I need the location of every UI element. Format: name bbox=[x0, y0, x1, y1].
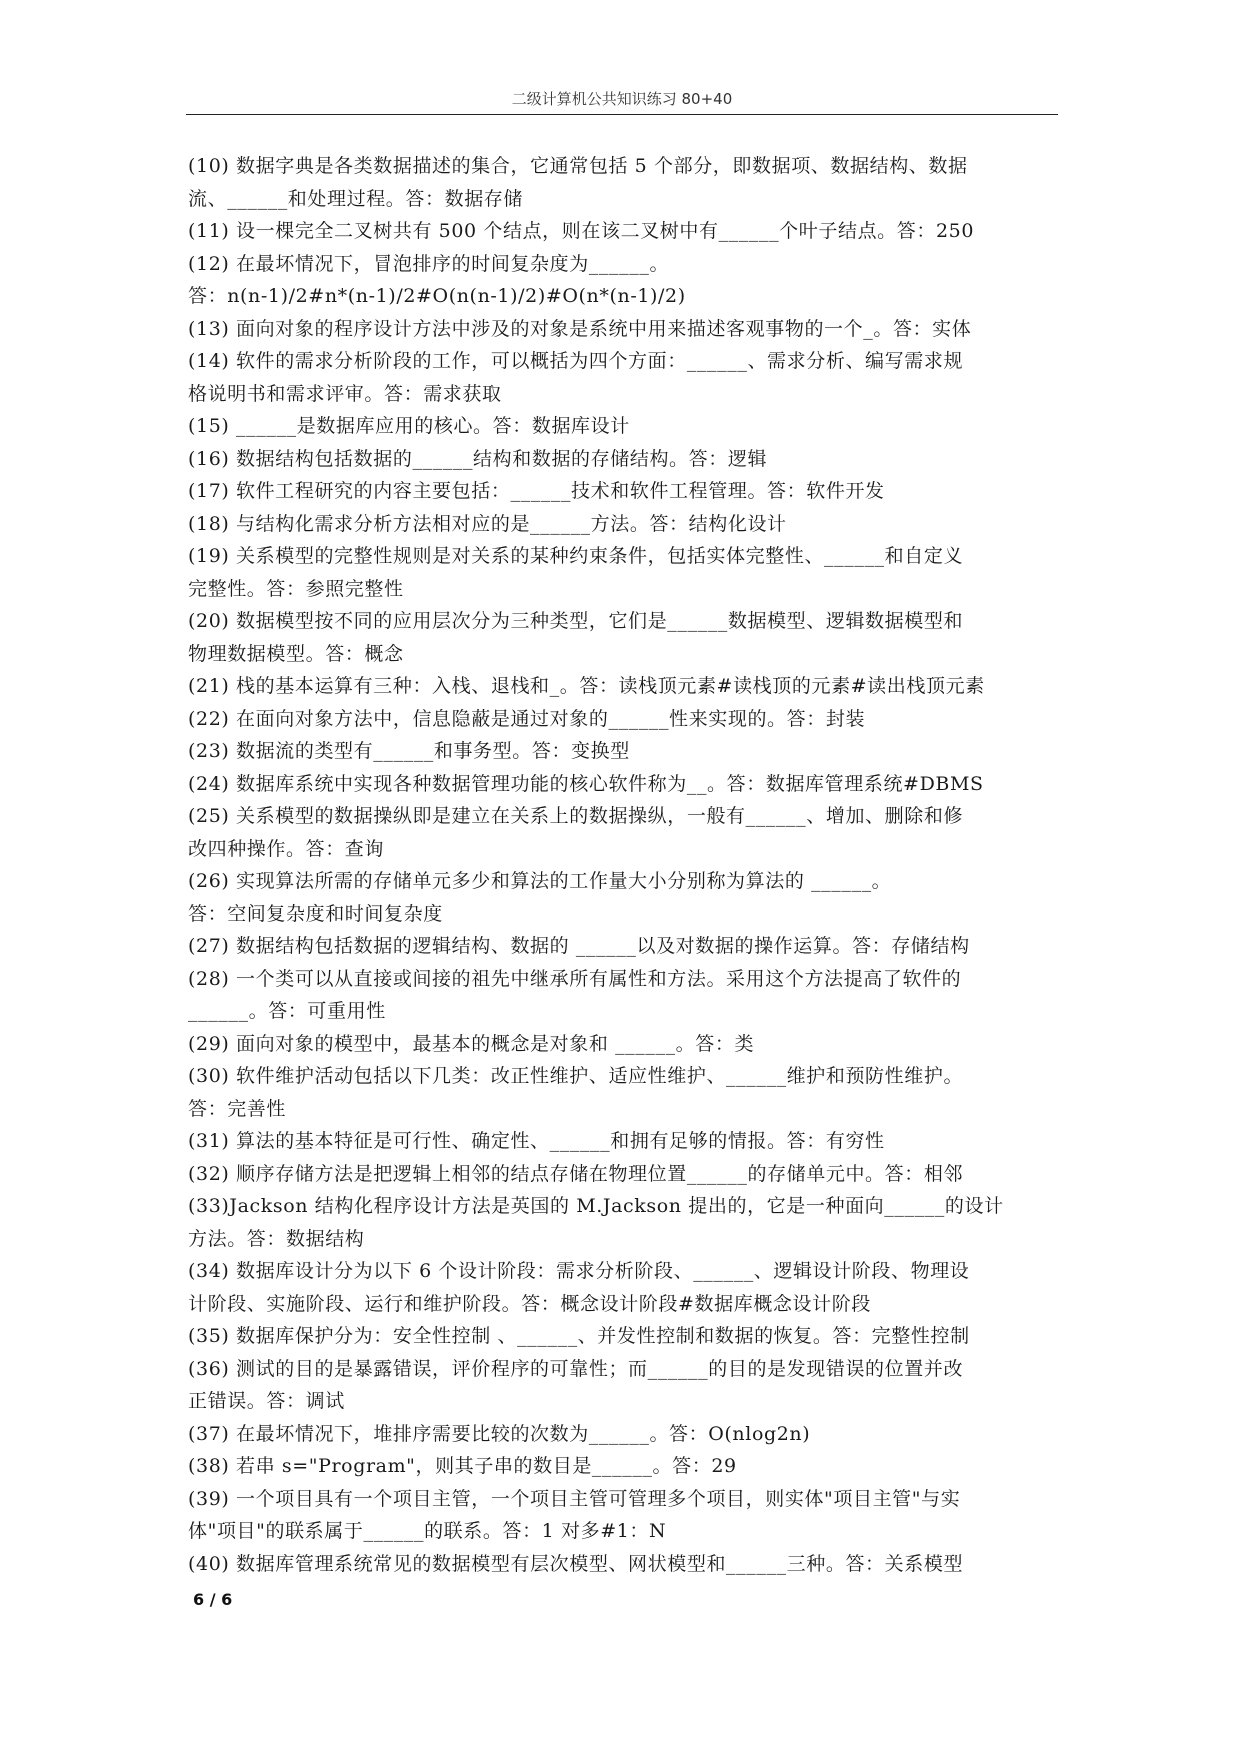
text-line: (22) 在面向对象方法中，信息隐蔽是通过对象的______性来实现的。答：封装 bbox=[188, 707, 866, 730]
text-line: (16) 数据结构包括数据的______结构和数据的存储结构。答：逻辑 bbox=[188, 447, 768, 470]
text-line: (19) 关系模型的完整性规则是对关系的某种约束条件，包括实体完整性、______和自定义 bbox=[188, 545, 964, 567]
text-line: (30) 软件维护活动包括以下几类：改正性维护、适应性维护、______维护和预防性维护。 bbox=[188, 1065, 964, 1087]
text-line: 完整性。答：参照完整性 bbox=[188, 577, 404, 600]
text-line: (34) 数据库设计分为以下 6 个设计阶段：需求分析阶段、______、逻辑设计阶段、物理设 bbox=[188, 1260, 970, 1282]
text-line: (13) 面向对象的程序设计方法中涉及的对象是系统中用来描述客观事物的一个_。答：实体 bbox=[188, 317, 972, 340]
text-line: (36) 测试的目的是暴露错误，评价程序的可靠性；而______的目的是发现错误的位置并改 bbox=[188, 1357, 964, 1380]
text-line: 格说明书和需求评审。答：需求获取 bbox=[188, 382, 502, 405]
text-line: (20) 数据模型按不同的应用层次分为三种类型，它们是______数据模型、逻辑数据模型和 bbox=[188, 610, 964, 632]
text-line: 方法。答：数据结构 bbox=[188, 1227, 365, 1250]
text-line: (24) 数据库系统中实现各种数据管理功能的核心软件称为__。答：数据库管理系统#DBMS bbox=[188, 772, 984, 795]
text-line: 流、______和处理过程。答：数据存储 bbox=[188, 187, 524, 210]
text-line: (10) 数据字典是各类数据描述的集合，它通常包括 5 个部分，即数据项、数据结构、数据 bbox=[188, 155, 968, 177]
text-line: (28) 一个类可以从直接或间接的祖先中继承所有属性和方法。采用这个方法提高了软件的 bbox=[188, 967, 962, 990]
text-line: 答：空间复杂度和时间复杂度 bbox=[188, 902, 443, 925]
text-line: (39) 一个项目具有一个项目主管，一个项目主管可管理多个项目，则实体"项目主管"与实 bbox=[188, 1487, 961, 1510]
text-line: 答：n(n-1)/2#n*(n-1)/2#O(n(n-1)/2)#O(n*(n-1)/2) bbox=[188, 285, 686, 307]
text-line: (35) 数据库保护分为：安全性控制 、______、并发性控制和数据的恢复。答：完整性控制 bbox=[188, 1325, 970, 1347]
text-line: (40) 数据库管理系统常见的数据模型有层次模型、网状模型和______三种。答：关系模型 bbox=[188, 1552, 964, 1575]
text-line: (17) 软件工程研究的内容主要包括：______技术和软件工程管理。答：软件开发 bbox=[188, 480, 885, 502]
page-number: 6 / 6 bbox=[193, 1590, 233, 1609]
text-line: (23) 数据流的类型有______和事务型。答：变换型 bbox=[188, 740, 630, 762]
text-line: 计阶段、实施阶段、运行和维护阶段。答：概念设计阶段#数据库概念设计阶段 bbox=[188, 1292, 871, 1315]
text-line: 正错误。答：调试 bbox=[188, 1390, 345, 1412]
text-line: (26) 实现算法所需的存储单元多少和算法的工作量大小分别称为算法的 ______。 bbox=[188, 870, 892, 892]
text-line: (18) 与结构化需求分析方法相对应的是______方法。答：结构化设计 bbox=[188, 512, 787, 535]
page-header-title: 二级计算机公共知识练习 80+40 bbox=[511, 90, 733, 108]
text-line: (14) 软件的需求分析阶段的工作，可以概括为四个方面：______、需求分析、编写需求规 bbox=[188, 350, 964, 372]
text-line: (29) 面向对象的模型中，最基本的概念是对象和 ______。答：类 bbox=[188, 1032, 755, 1055]
text-line: (21) 栈的基本运算有三种：入栈、退栈和_。答：读栈顶元素#读栈顶的元素#读出栈顶元素 bbox=[188, 675, 985, 697]
text-line: (38) 若串 s="Program"，则其子串的数目是______。答：29 bbox=[188, 1455, 737, 1477]
header-divider bbox=[186, 114, 1058, 115]
text-line: (11) 设一棵完全二叉树共有 500 个结点，则在该二叉树中有______个叶子结点。答：250 bbox=[188, 220, 975, 242]
text-line: 体"项目"的联系属于______的联系。答：1 对多#1：N bbox=[188, 1520, 667, 1542]
text-line: (33)Jackson 结构化程序设计方法是英国的 M.Jackson 提出的，它是一种面向______的设计 bbox=[188, 1195, 1004, 1217]
text-line: 物理数据模型。答：概念 bbox=[188, 642, 404, 665]
text-line: (32) 顺序存储方法是把逻辑上相邻的结点存储在物理位置______的存储单元中。答：相邻 bbox=[188, 1162, 964, 1185]
text-line: 答：完善性 bbox=[188, 1097, 287, 1120]
text-line: (25) 关系模型的数据操纵即是建立在关系上的数据操纵，一般有______、增加、删除和修 bbox=[188, 805, 964, 827]
text-line: (15) ______是数据库应用的核心。答：数据库设计 bbox=[188, 415, 630, 437]
text-line: (12) 在最坏情况下，冒泡排序的时间复杂度为______。 bbox=[188, 252, 670, 275]
text-line: (37) 在最坏情况下，堆排序需要比较的次数为______。答：O(nlog2n) bbox=[188, 1422, 811, 1445]
document-body bbox=[188, 150, 1060, 1580]
text-line: 改四种操作。答：查询 bbox=[188, 837, 385, 860]
text-line: ______。答：可重用性 bbox=[188, 1000, 386, 1022]
text-line: (27) 数据结构包括数据的逻辑结构、数据的 ______以及对数据的操作运算。答：存储结构 bbox=[188, 935, 970, 957]
text-line: (31) 算法的基本特征是可行性、确定性、______和拥有足够的情报。答：有穷性 bbox=[188, 1130, 885, 1152]
